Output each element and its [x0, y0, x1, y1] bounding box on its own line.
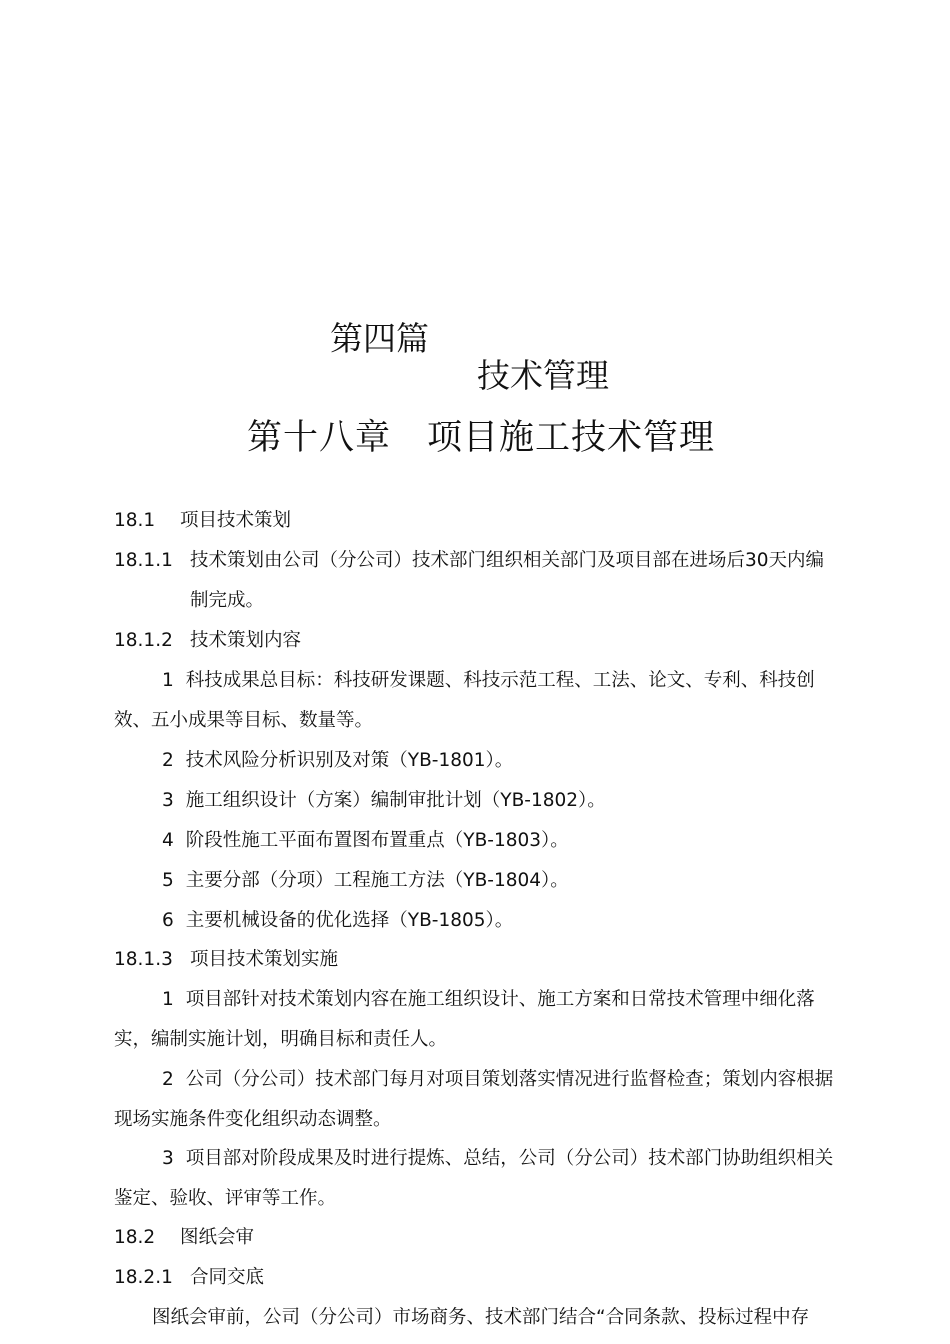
section-number: 18.1.1 — [114, 550, 173, 571]
item-text: 施工组织设计（方案）编制审批计划（YB-1802）。 — [185, 790, 606, 811]
chapter-number: 第十八章 — [247, 418, 392, 458]
section-18-1-1 — [114, 541, 840, 621]
section-number: 18.2.1 — [114, 1267, 173, 1288]
section-18-2-1-heading — [114, 1258, 264, 1298]
section-18-2-heading — [114, 1218, 254, 1258]
item-text: 技术风险分析识别及对策（YB-1801）。 — [185, 750, 514, 771]
item-number: 1 — [162, 989, 174, 1010]
item-number: 4 — [162, 830, 174, 851]
list-item — [114, 980, 839, 1060]
item-text: 公司（分公司）技术部门每月对项目策划落实情况进行监督检查；策划内容根据现场实施条件变化组织动态调整。 — [114, 1069, 834, 1130]
item-number: 2 — [162, 1069, 174, 1090]
list-item — [114, 661, 839, 741]
item-number: 6 — [162, 910, 174, 931]
section-18-1-heading — [114, 501, 291, 541]
item-number: 5 — [162, 870, 174, 891]
list-item — [162, 781, 606, 821]
list-item — [162, 741, 513, 781]
section-title: 图纸会审 — [180, 1227, 255, 1248]
part-title: 技术管理 — [477, 356, 609, 395]
section-text: 技术策划由公司（分公司）技术部门组织相关部门及项目部在进场后30天内编制完成。 — [190, 550, 825, 611]
item-text: 主要机械设备的优化选择（YB-1805）。 — [185, 910, 514, 931]
chapter-heading — [247, 410, 715, 460]
item-text: 项目部对阶段成果及时进行提炼、总结，公司（分公司）技术部门协助组织相关鉴定、验收、评审等工作。 — [114, 1148, 834, 1209]
paragraph: 图纸会审前，公司（分公司）市场商务、技术部门结合“合同条款、投标过程中存 — [152, 1307, 810, 1328]
section-title: 项目技术策划实施 — [190, 949, 339, 970]
list-item — [162, 901, 513, 941]
part-number: 第四篇 — [330, 319, 429, 358]
section-number: 18.1.2 — [114, 630, 173, 651]
list-item — [162, 821, 569, 861]
item-number: 1 — [162, 670, 174, 691]
section-18-1-3-heading — [114, 940, 338, 980]
item-number: 3 — [162, 1148, 174, 1169]
list-item — [114, 1060, 839, 1140]
list-item — [114, 1139, 839, 1219]
section-number: 18.1 — [114, 510, 156, 531]
section-18-1-2-heading — [114, 621, 301, 661]
section-title: 技术策划内容 — [190, 630, 302, 651]
section-title: 项目技术策划 — [180, 510, 292, 531]
item-number: 3 — [162, 790, 174, 811]
section-number: 18.1.3 — [114, 949, 173, 970]
item-text: 项目部针对技术策划内容在施工组织设计、施工方案和日常技术管理中细化落实，编制实施计划，明确目标和责任人。 — [114, 989, 815, 1050]
item-number: 2 — [162, 750, 174, 771]
item-text: 阶段性施工平面布置图布置重点（YB-1803）。 — [185, 830, 569, 851]
item-text: 科技成果总目标：科技研发课题、科技示范工程、工法、论文、专利、科技创效、五小成果等目标、数量等。 — [114, 670, 815, 731]
section-number: 18.2 — [114, 1227, 156, 1248]
item-text: 主要分部（分项）工程施工方法（YB-1804）。 — [185, 870, 569, 891]
list-item — [162, 861, 569, 901]
chapter-title: 项目施工技术管理 — [427, 418, 716, 458]
section-title: 合同交底 — [190, 1267, 265, 1288]
